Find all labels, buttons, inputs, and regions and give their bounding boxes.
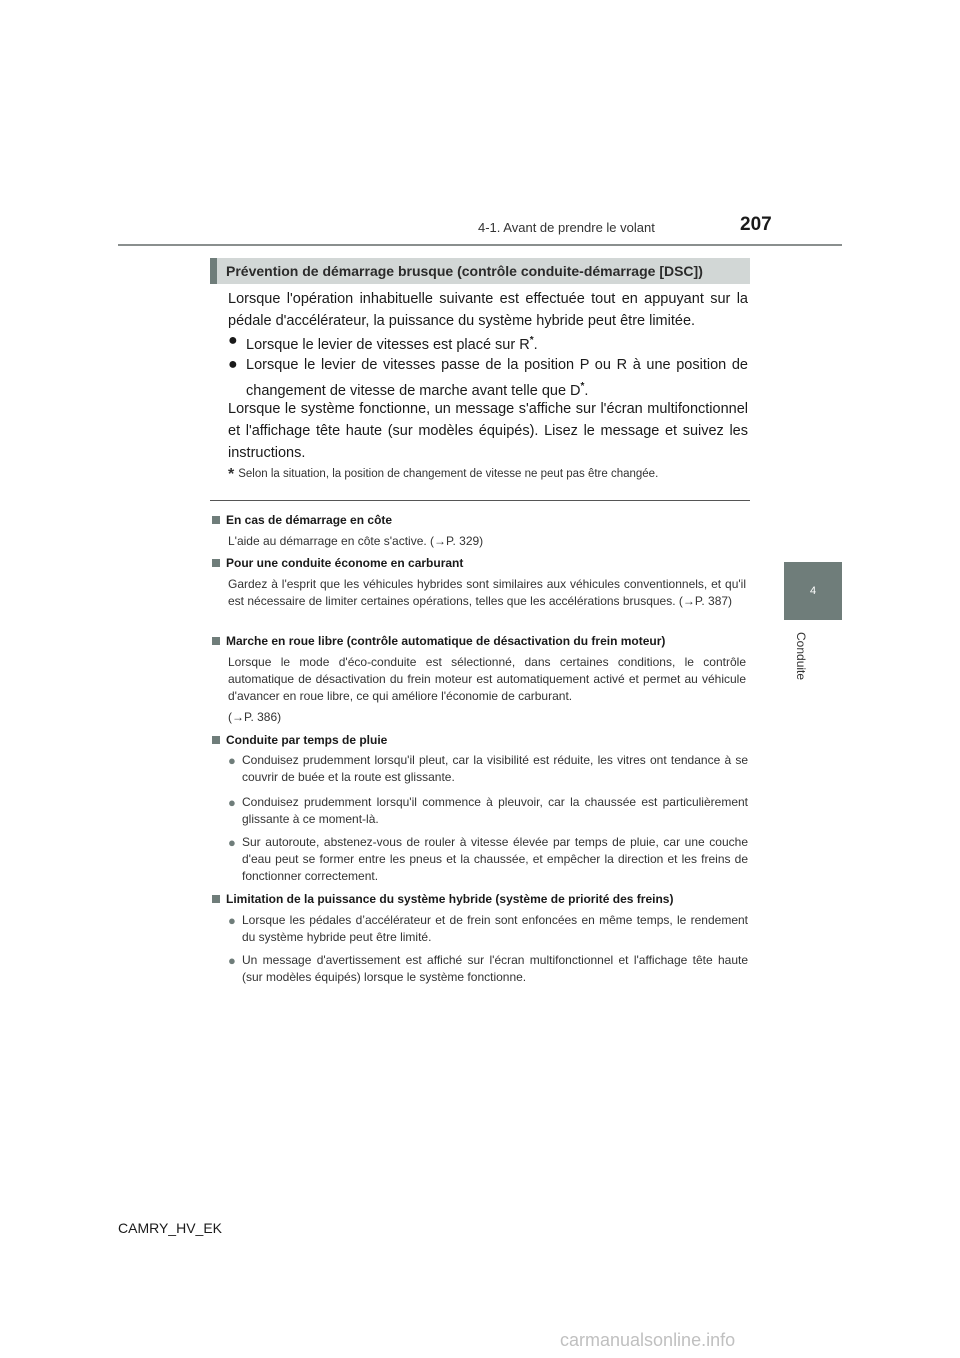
note-heading: Limitation de la puissance du système hybride (système de priorité des freins) [212, 892, 673, 906]
system-paragraph: Lorsque le système fonctionne, un message s'affiche sur l'écran multifonctionnel et l'affichage tête haute (sur modèles équipés). Lisez le message et suivez les instructions. [228, 401, 748, 461]
note-heading: En cas de démarrage en côte [212, 513, 392, 527]
note-heading: Pour une conduite économe en carburant [212, 556, 463, 570]
section-label: 4-1. Avant de prendre le volant [478, 220, 655, 235]
bullet-text: Lorsque le levier de vitesses passe de la position P ou R à une position de changement de vitesse de marche avant telle que D*. [246, 357, 748, 399]
note-bullet: ● Un message d'avertissement est affiché sur l'écran multifonctionnel et l'affichage tête haute (sur modèles équipés) lorsque le système fonctionne. [228, 953, 748, 984]
bullet-dot-icon: ● [228, 835, 236, 850]
bullet-dot-icon: ● [228, 953, 236, 968]
note-heading: Conduite par temps de pluie [212, 733, 387, 747]
note-reference: (→P. 386) [228, 710, 282, 724]
document-code: CAMRY_HV_EK [118, 1220, 223, 1236]
note-text: Gardez à l'esprit que les véhicules hybrides sont similaires aux véhicules conventionnels, et qu'il est nécessaire de limiter certaines opérations, telles que les accélérations brusques. (→P. 387) [228, 577, 746, 608]
square-bullet-icon [212, 516, 220, 524]
square-bullet-icon [212, 736, 220, 744]
intro-paragraph: Lorsque l'opération inhabituelle suivante est effectuée tout en appuyant sur la pédale d'accélérateur, la puissance du système hybride peut être limitée. [228, 291, 748, 329]
header-rule [118, 244, 842, 246]
watermark: carmanualsonline.info [560, 1330, 736, 1350]
section-divider [210, 500, 750, 501]
bullet-dot-icon: ● [228, 753, 236, 768]
square-bullet-icon [212, 637, 220, 645]
square-bullet-icon [212, 895, 220, 903]
bullet-text: Lorsque le levier de vitesses est placé sur R*. [246, 335, 538, 353]
note-text: Lorsque le mode d'éco-conduite est sélectionné, dans certaines conditions, le contrôle automatique de désactivation du frein moteur est automatiquement activé et permet au véhicule d'avancer en roue libre, ce qui améliore l'économie de carburant. [228, 655, 746, 703]
footnote: * Selon la situation, la position de changement de vitesse ne peut pas être changée. [228, 466, 659, 483]
page-number: 207 [740, 214, 772, 235]
box-heading: Prévention de démarrage brusque (contrôle conduite-démarrage [DSC]) [210, 258, 750, 284]
note-bullet: ● Sur autoroute, abstenez-vous de rouler à vitesse élevée par temps de pluie, car une couche d'eau peut se former entre les pneus et la chaussée, et empêcher la direction et les freins de fonctionner correctement. [228, 835, 748, 883]
note-heading: Marche en roue libre (contrôle automatique de désactivation du frein moteur) [212, 634, 665, 648]
bullet-dot-icon: ● [228, 913, 236, 928]
square-bullet-icon [212, 559, 220, 567]
note-bullet: ● Lorsque les pédales d’accélérateur et de frein sont enfoncées en même temps, le rendement du système hybride peut être limité. [228, 913, 748, 944]
chapter-tab: 4 [784, 562, 842, 620]
bullet-dot-icon: ● [228, 332, 238, 349]
chapter-label: Conduite [794, 632, 808, 681]
note-bullet: ● Conduisez prudemment lorsqu'il pleut, car la visibilité est réduite, les vitres ont tendance à se couvrir de buée et la route est glissante. [228, 753, 748, 784]
note-text: L'aide au démarrage en côte s'active. (→P. 329) [228, 534, 484, 548]
note-bullet: ● Conduisez prudemment lorsqu'il commence à pleuvoir, car la chaussée est particulièrement glissante à ce moment-là. [228, 795, 748, 826]
bullet-dot-icon: ● [228, 356, 238, 373]
asterisk-icon: * [228, 466, 235, 483]
bullet-dot-icon: ● [228, 795, 236, 810]
